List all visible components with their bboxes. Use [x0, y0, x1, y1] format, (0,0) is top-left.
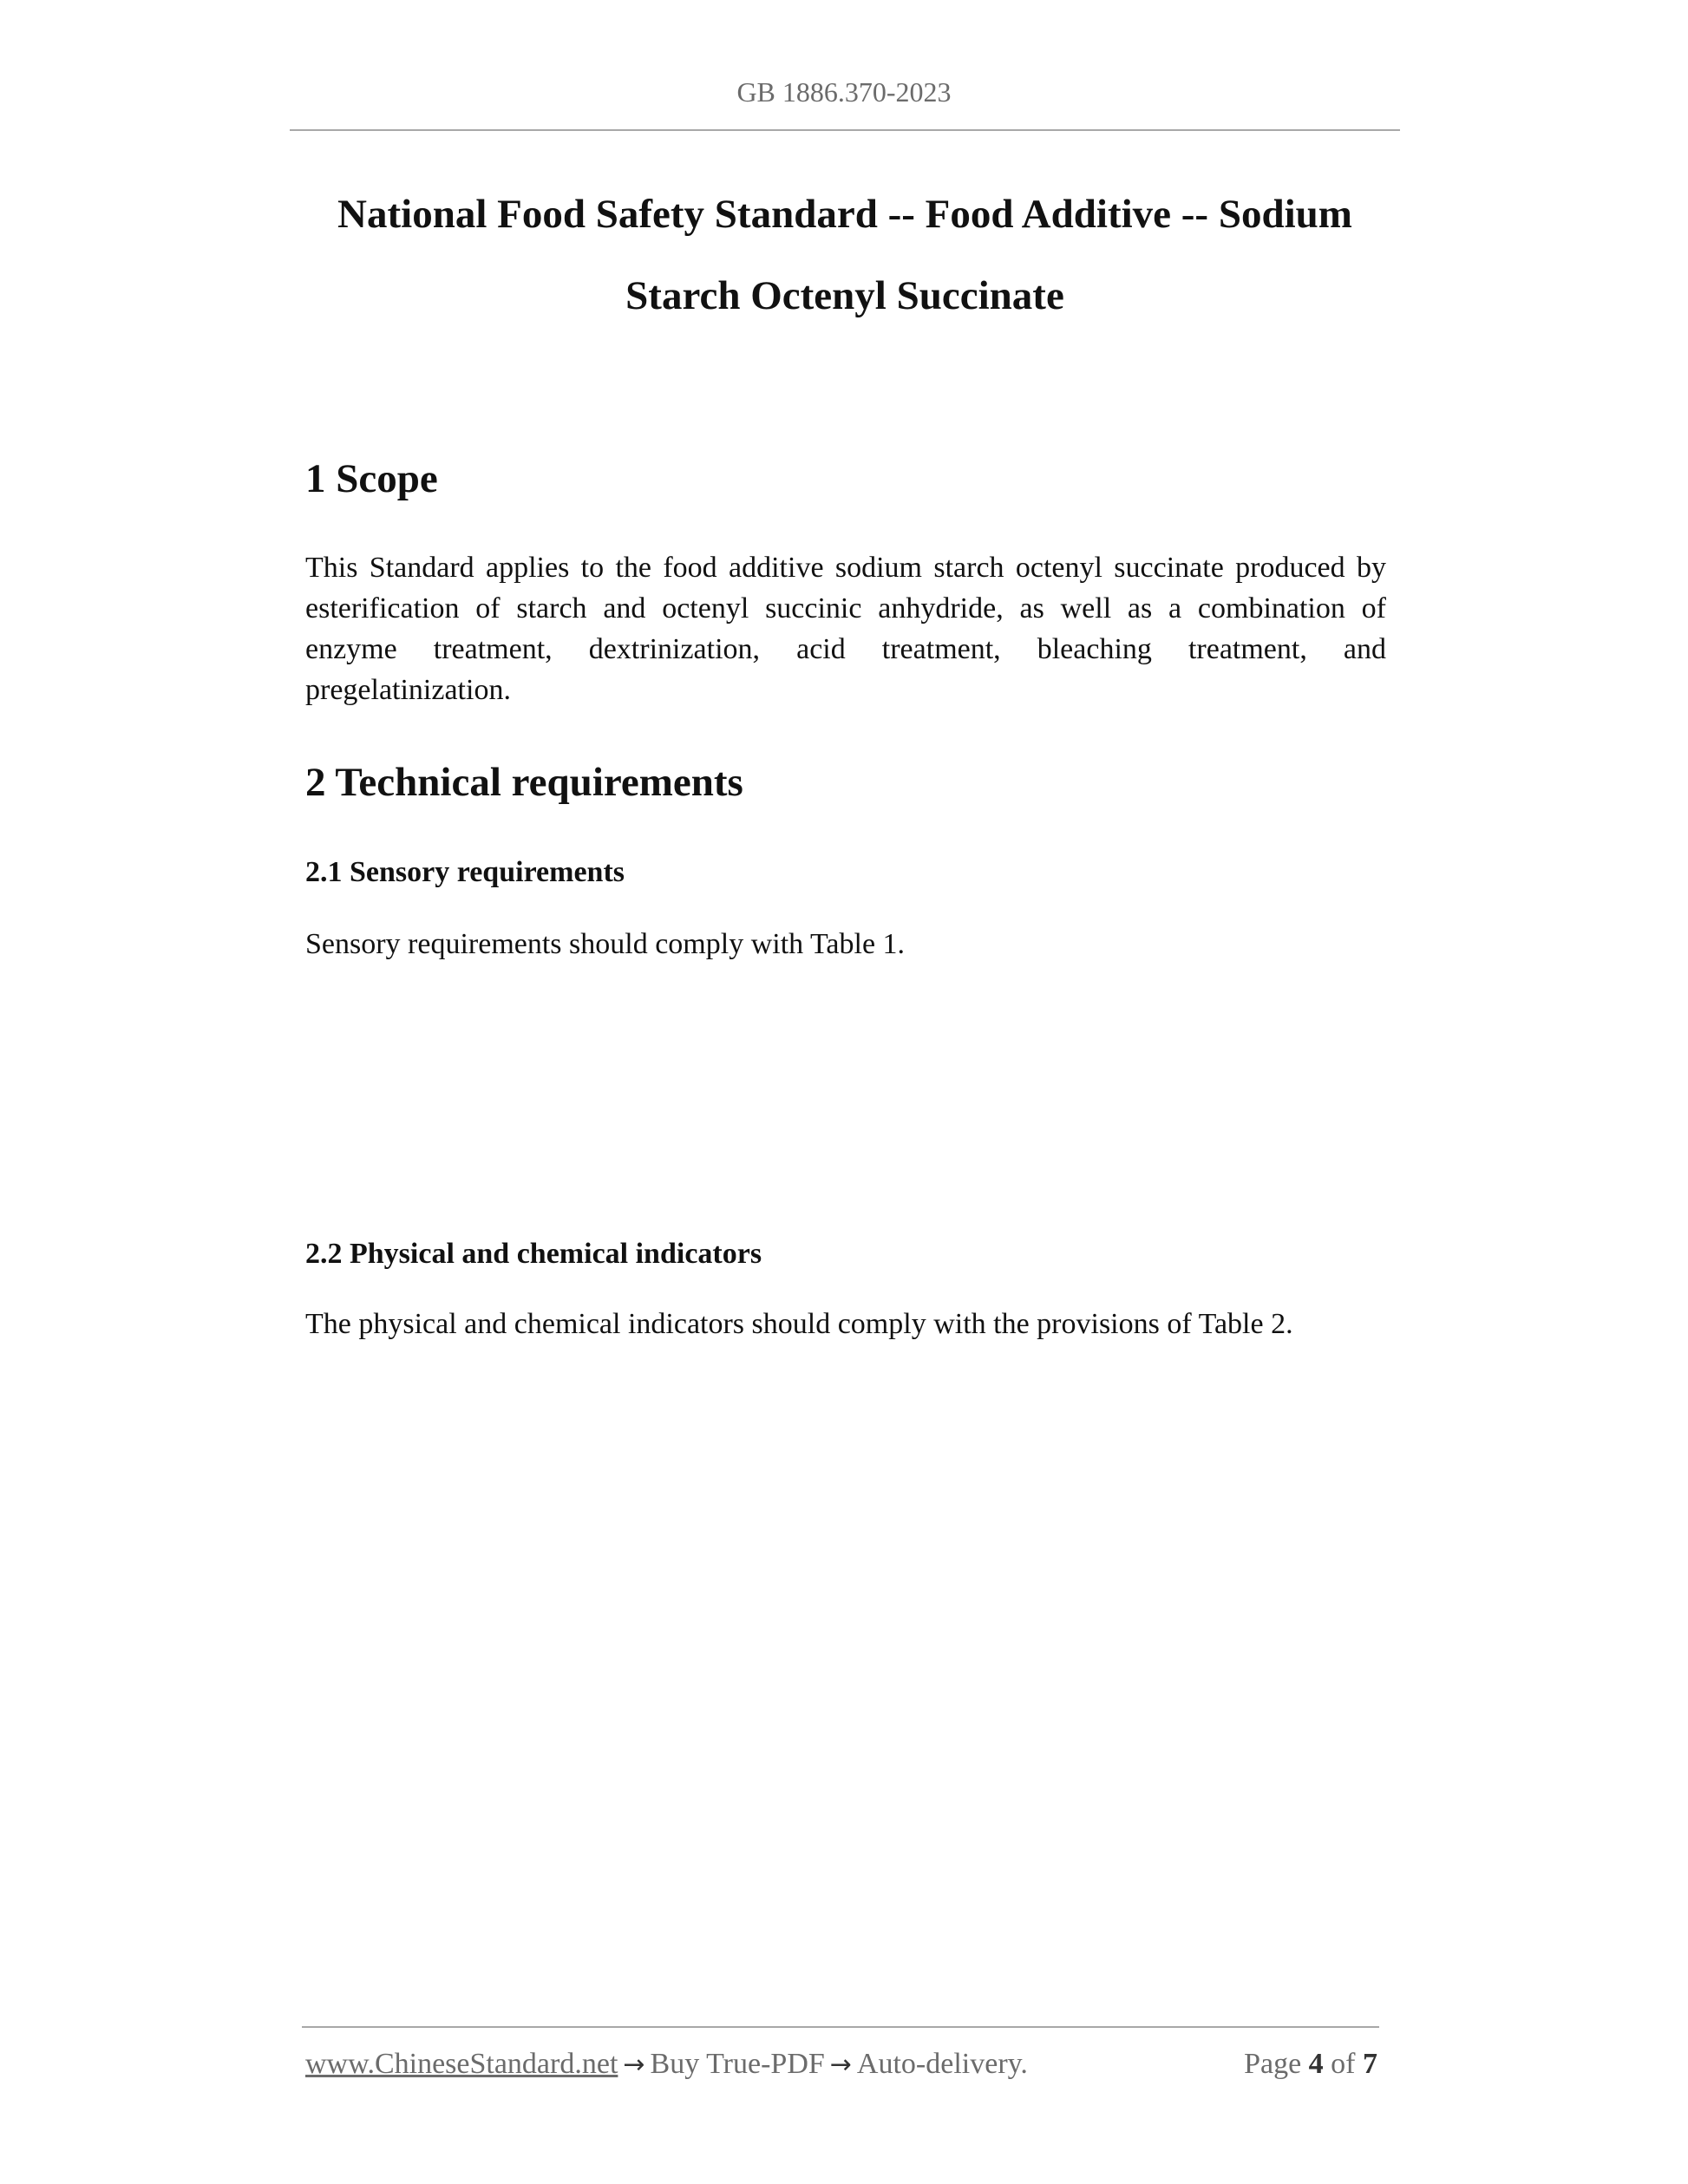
page-current: 4 [1308, 2048, 1324, 2080]
technical-section [305, 756, 1386, 808]
page-of-label: of [1331, 2048, 1356, 2080]
buy-pdf-text: Buy True-PDF [650, 2048, 825, 2080]
arrow-right-icon: → [623, 2050, 645, 2080]
scope-line-4: pregelatinization. [305, 674, 511, 706]
sensory-paragraph [305, 924, 1386, 964]
footer-promo [305, 2045, 1028, 2084]
document-code: GB 1886.370-2023 [736, 76, 952, 108]
document-title [290, 173, 1400, 337]
arrow-right-icon: → [829, 2050, 852, 2080]
scope-heading: 1 Scope [305, 456, 438, 501]
document-title-line-2: Starch Octenyl Succinate [625, 273, 1064, 318]
page-number [1244, 2045, 1377, 2083]
sensory-subsection [305, 853, 1386, 892]
scope-line-2: esterification of starch and octenyl succinic anhydride, as well as a combination of [305, 592, 1386, 624]
sensory-heading: 2.1 Sensory requirements [305, 856, 625, 888]
technical-heading: 2 Technical requirements [305, 760, 743, 805]
sensory-text: Sensory requirements should comply with Table 1. [305, 928, 906, 960]
scope-paragraph [305, 547, 1386, 710]
physical-heading: 2.2 Physical and chemical indicators [305, 1238, 762, 1270]
document-title-line-1: National Food Safety Standard -- Food Additive -- Sodium [337, 192, 1352, 237]
physical-text: The physical and chemical indicators should comply with the provisions of Table 2. [305, 1308, 1293, 1340]
scope-section [305, 453, 1386, 505]
physical-subsection [305, 1235, 1386, 1273]
website-link[interactable]: www.ChineseStandard.net [305, 2048, 618, 2080]
physical-paragraph [305, 1304, 1386, 1344]
header-divider [290, 129, 1400, 131]
scope-line-3: enzyme treatment, dextrinization, acid treatment, bleaching treatment, and [305, 633, 1386, 665]
page-footer [305, 2045, 1377, 2083]
page-total: 7 [1363, 2048, 1377, 2080]
footer-divider [302, 2026, 1379, 2028]
page-label: Page [1244, 2048, 1302, 2080]
scope-line-1: This Standard applies to the food additive sodium starch octenyl succinate produced by [305, 552, 1386, 584]
auto-delivery-text: Auto-delivery. [856, 2048, 1028, 2080]
